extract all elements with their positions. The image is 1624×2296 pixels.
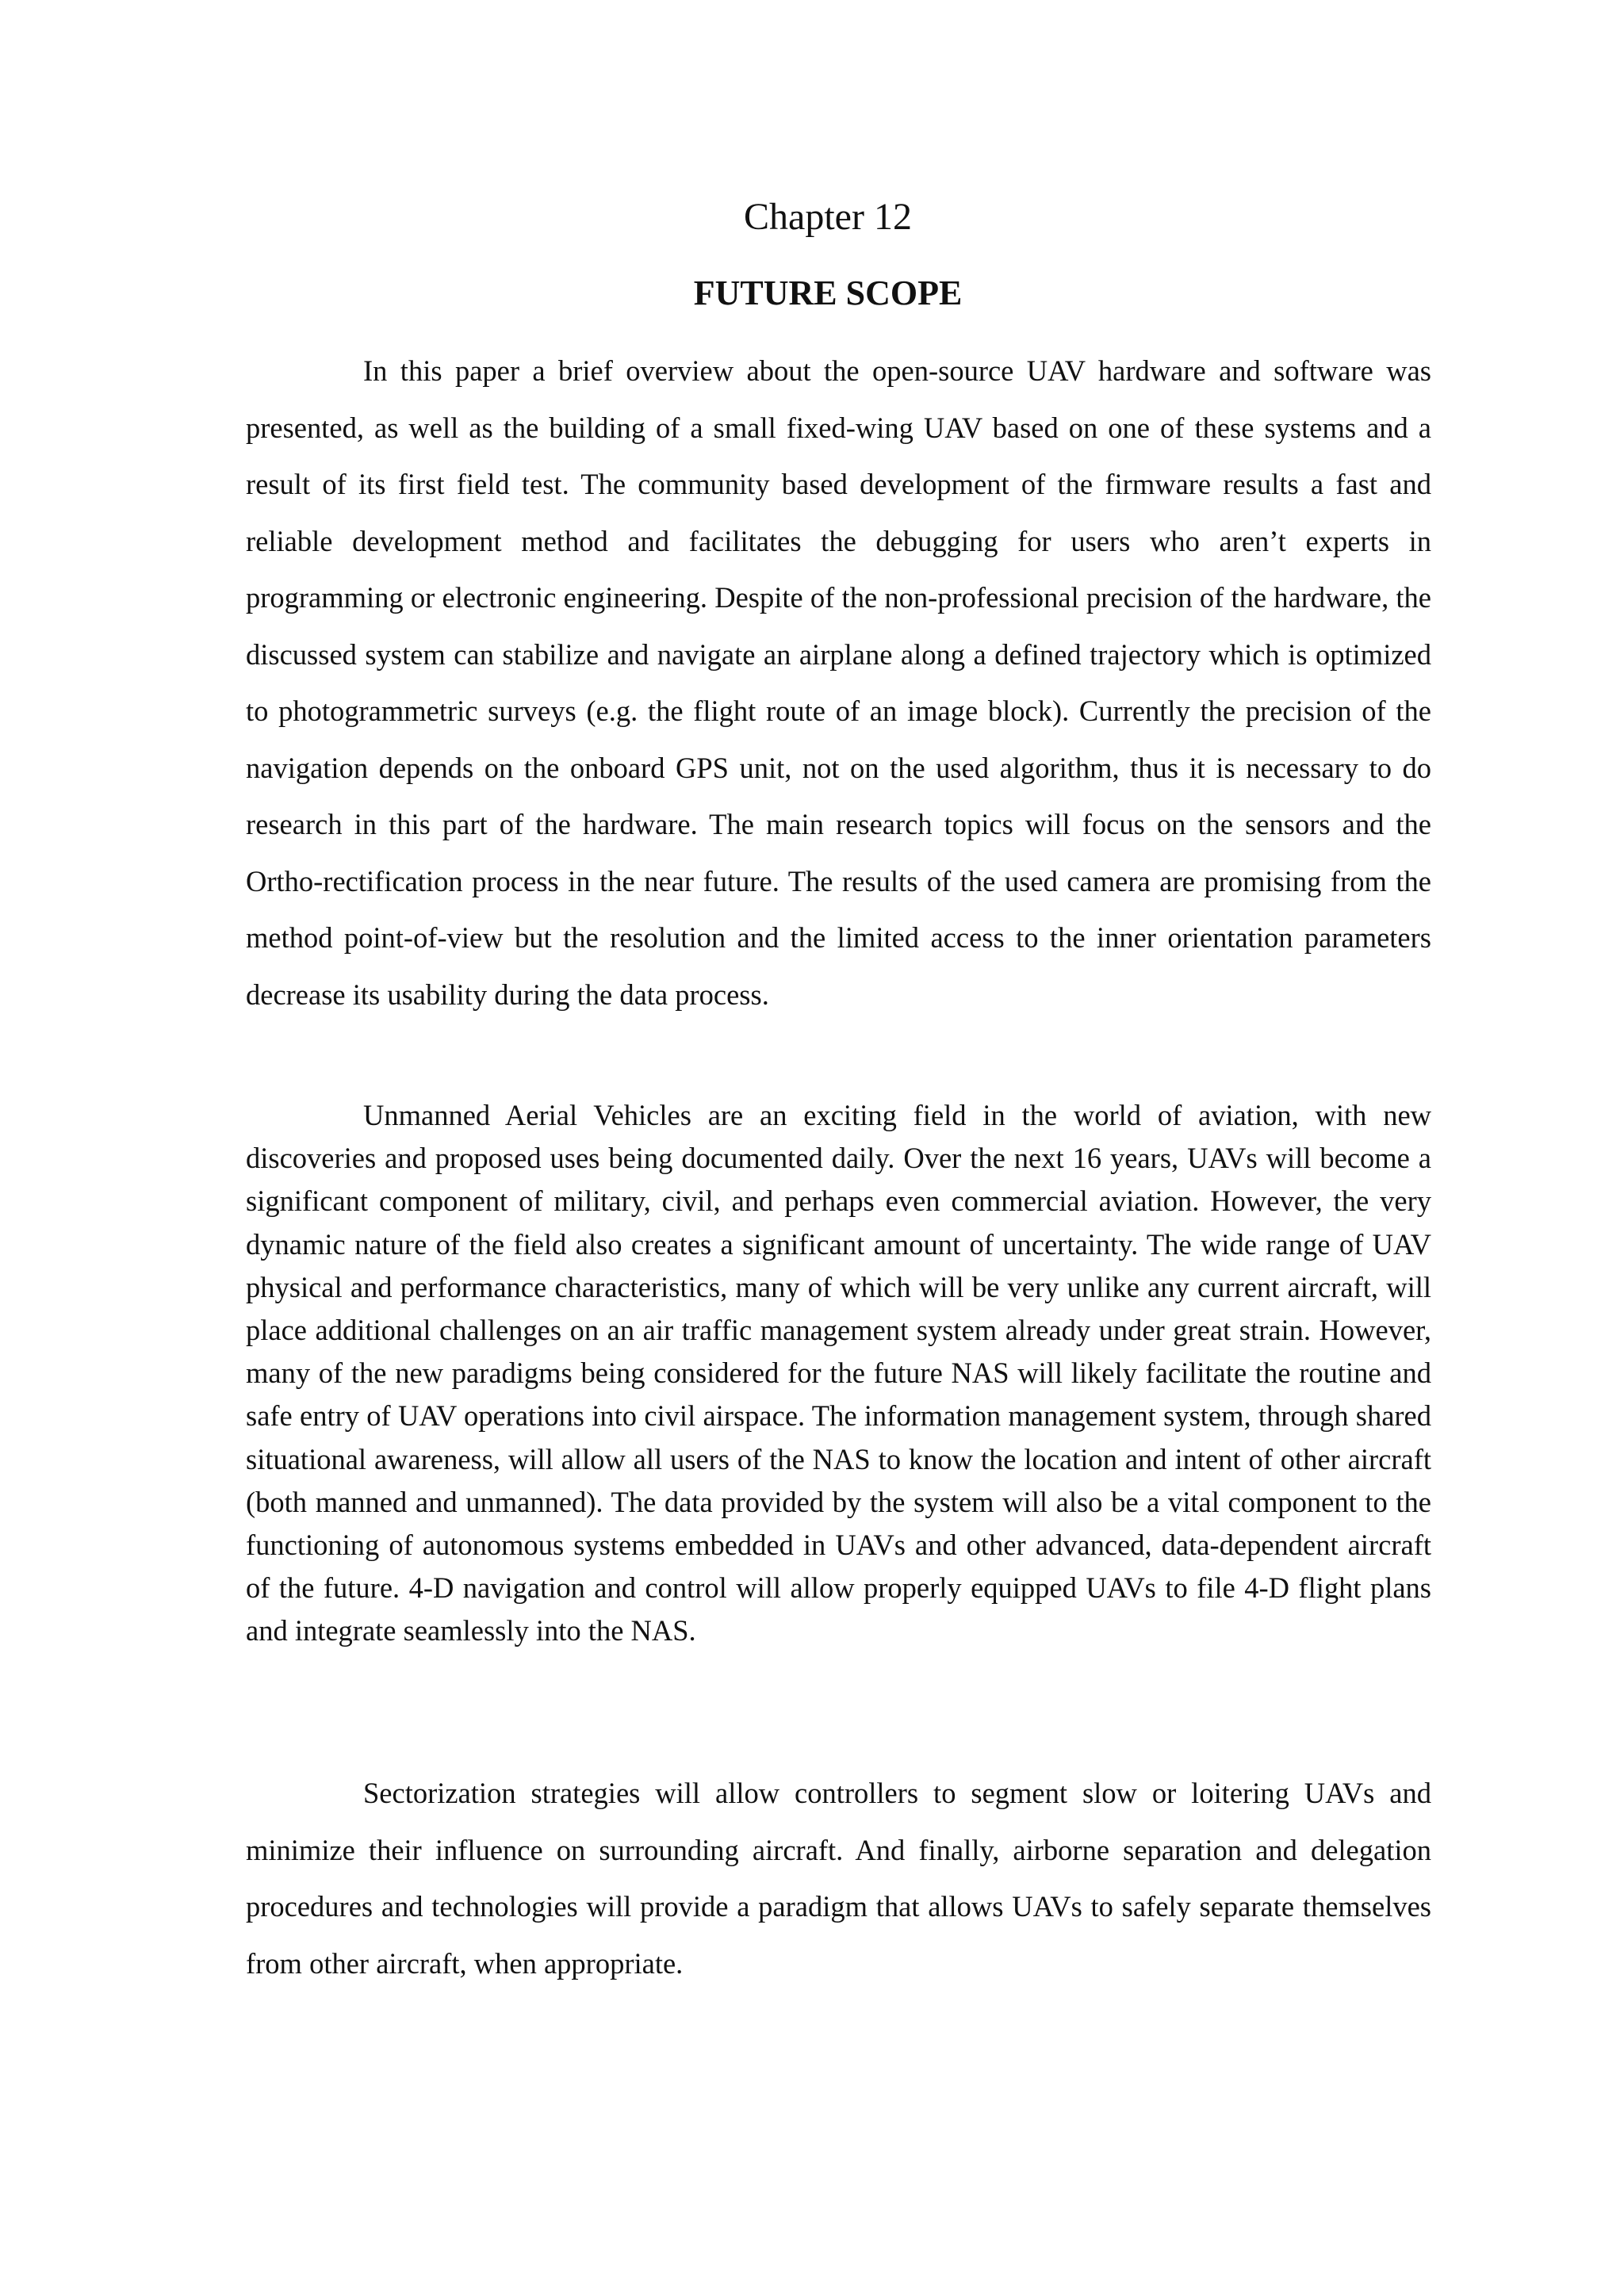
chapter-title: FUTURE SCOPE — [693, 274, 963, 312]
body-paragraph-1: In this paper a brief overview about the open-source UAV hardware and software was presented, as well as the building of a small fixed-wing UAV based on one of these systems and a result of its first field test. The community based development of the firmware results a fast and reliable development method and facilitates the debugging for users who aren’t experts in programming or electronic engineering. Despite of the non-professional precision of the hardware, the discussed system can stabilize and navigate an airplane along a defined trajectory which is optimized to photogrammetric surveys (e.g. the flight route of an image block). Currently the precision of the navigation depends on the onboard GPS unit, not on the used algorithm, thus it is necessary to do research in this part of the hardware. The main research topics will focus on the sensors and the Ortho-rectification process in the near future. The results of the used camera are promising from the method point-of-view but the resolution and the limited access to the inner orientation parameters decrease its usability during the data process. — [246, 354, 1431, 1011]
chapter-number: Chapter 12 — [744, 196, 912, 238]
body-paragraph-2: Unmanned Aerial Vehicles are an exciting field in the world of aviation, with new discoveries and proposed uses being documented daily. Over the next 16 years, UAVs will become a significant component of military, civil, and perhaps even commercial aviation. However, the very dynamic nature of the field also creates a significant amount of uncertainty. The wide range of UAV physical and performance characteristics, many of which will be very unlike any current aircraft, will place additional challenges on an air traffic management system already under great strain. However, many of the new paradigms being considered for the future NAS will likely facilitate the routine and safe entry of UAV operations into civil airspace. The information management system, through shared situational awareness, will allow all users of the NAS to know the location and intent of other aircraft (both manned and unmanned). The data provided by the system will also be a vital component to the functioning of autonomous systems embedded in UAVs and other advanced, data-dependent aircraft of the future. 4-D navigation and control will allow properly equipped UAVs to file 4-D flight plans and integrate seamlessly into the NAS. — [246, 1099, 1431, 1647]
body-paragraph-3: Sectorization strategies will allow controllers to segment slow or loitering UAVs and minimize their influence on surrounding aircraft. And finally, airborne separation and delegation procedures and technologies will provide a paradigm that allows UAVs to safely separate themselves from other aircraft, when appropriate. — [246, 1777, 1431, 1980]
